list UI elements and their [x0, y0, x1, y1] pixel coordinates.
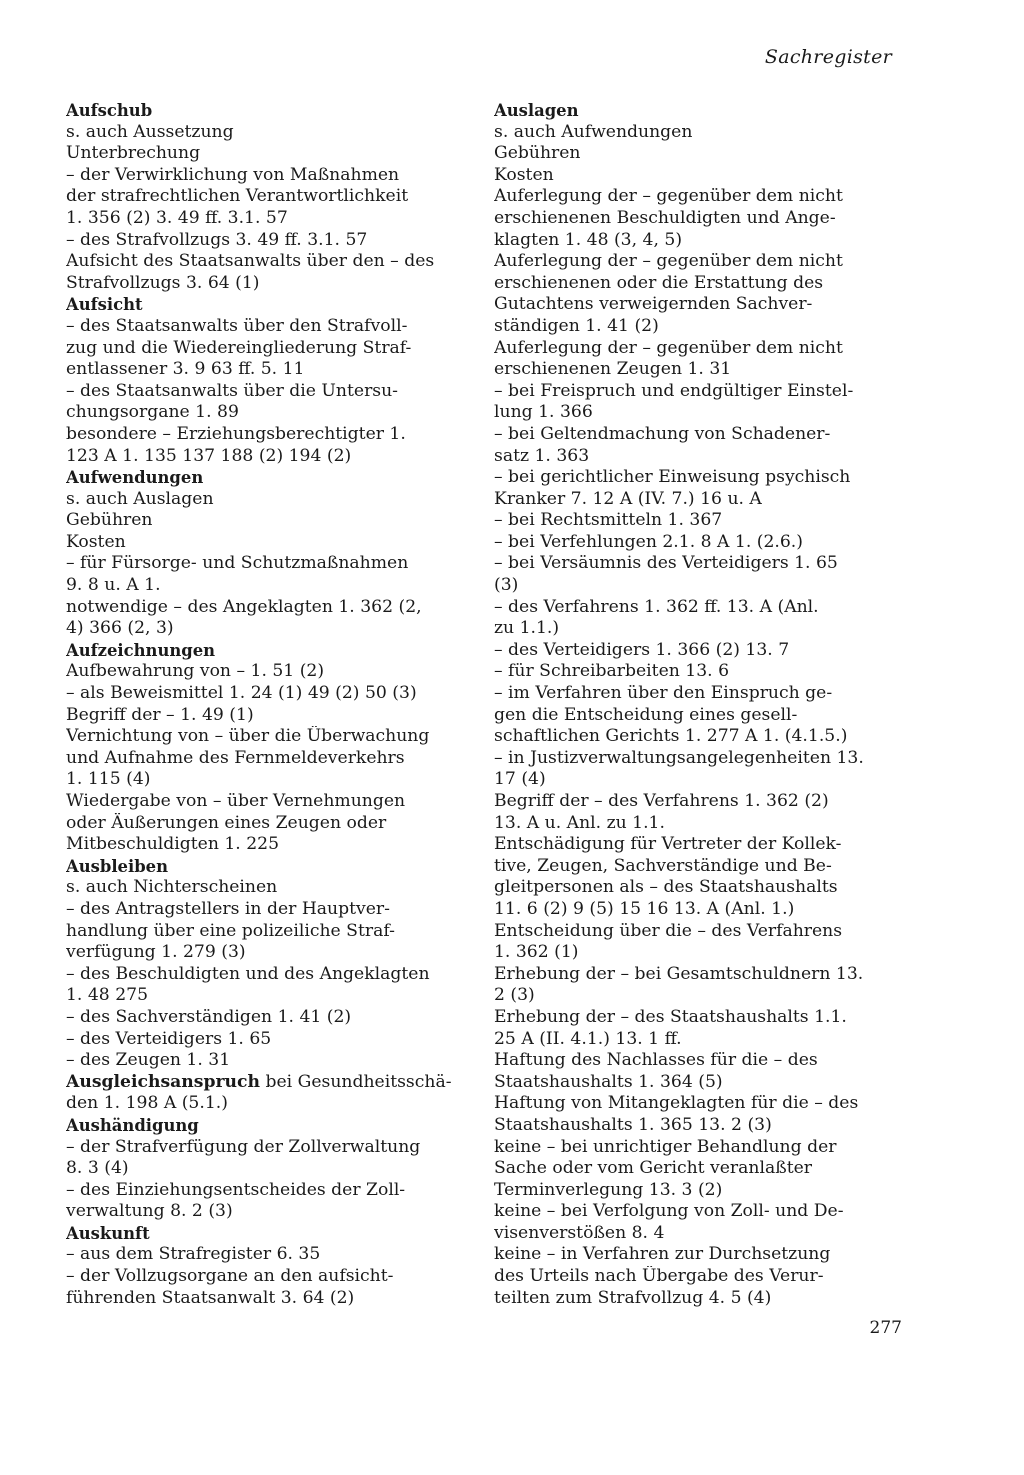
index-line: – des Beschuldigten und des Angeklagten	[66, 963, 430, 984]
index-line: Staatshaushalts 1. 364 (5)	[494, 1071, 723, 1092]
index-line: – des Strafvollzugs 3. 49 ff. 3.1. 57	[66, 229, 368, 250]
index-line: visenverstößen 8. 4	[494, 1222, 665, 1243]
index-line: – bei Geltendmachung von Schadener-	[494, 423, 831, 444]
index-line: 2 (3)	[494, 985, 535, 1006]
index-line: s. auch Aussetzung	[66, 121, 234, 142]
index-line: – der Strafverfügung der Zollverwaltung	[66, 1136, 421, 1157]
index-line: Gebühren	[494, 143, 581, 164]
index-line: entlassener 3. 9 63 ff. 5. 11	[66, 359, 305, 380]
index-line: Haftung des Nachlasses für die – des	[494, 1050, 818, 1071]
index-line: Begriff der – 1. 49 (1)	[66, 704, 254, 725]
index-line: keine – bei unrichtiger Behandlung der	[494, 1136, 837, 1157]
index-line-rest: bei Gesundheitsschä-	[260, 1071, 452, 1092]
index-line: klagten 1. 48 (3, 4, 5)	[494, 229, 683, 250]
index-heading: Aufschub	[66, 101, 153, 120]
index-line: 11. 6 (2) 9 (5) 15 16 13. A (Anl. 1.)	[494, 898, 795, 919]
index-line: s. auch Auslagen	[66, 488, 214, 509]
running-header: Sachregister	[764, 46, 892, 68]
index-line: zu 1.1.)	[494, 618, 560, 639]
index-line: Erhebung der – des Staatshaushalts 1.1.	[494, 1006, 847, 1027]
index-line: den 1. 198 A (5.1.)	[66, 1093, 228, 1114]
index-line: 25 A (II. 4.1.) 13. 1 ff.	[494, 1028, 682, 1049]
index-line: Strafvollzugs 3. 64 (1)	[66, 272, 260, 293]
index-line: und Aufnahme des Fernmeldeverkehrs	[66, 747, 405, 768]
index-heading: Auskunft	[66, 1223, 150, 1243]
index-line: – des Verfahrens 1. 362 ff. 13. A (Anl.	[494, 596, 819, 617]
index-line: 17 (4)	[494, 769, 546, 790]
index-line: – in Justizverwaltungsangelegenheiten 13.	[494, 747, 864, 768]
index-heading: Ausbleiben	[66, 856, 169, 876]
index-line: – des Einziehungsentscheides der Zoll-	[66, 1179, 406, 1200]
index-line: Mitbeschuldigten 1. 225	[66, 834, 280, 855]
index-line: – bei Versäumnis des Verteidigers 1. 65	[494, 553, 838, 574]
index-line: s. auch Aufwendungen	[494, 121, 693, 142]
index-line: 123 A 1. 135 137 188 (2) 194 (2)	[66, 445, 352, 466]
index-line: Kosten	[66, 531, 126, 552]
index-heading-inline: Ausgleichsanspruch	[66, 1071, 260, 1092]
index-line: verwaltung 8. 2 (3)	[66, 1201, 233, 1222]
index-line: 13. A u. Anl. zu 1.1.	[494, 812, 665, 833]
index-line: – des Verteidigers 1. 366 (2) 13. 7	[494, 639, 790, 660]
index-line: Entscheidung über die – des Verfahrens	[494, 920, 843, 941]
index-line: – bei Freispruch und endgültiger Einstel-	[494, 380, 854, 401]
index-line: ständigen 1. 41 (2)	[494, 315, 659, 336]
index-line: Vernichtung von – über die Überwachung	[66, 726, 430, 747]
index-line: 9. 8 u. A 1.	[66, 575, 161, 596]
index-heading: Aufzeichnungen	[66, 640, 216, 660]
index-heading: Aufwendungen	[66, 468, 204, 488]
index-line: erschienenen oder die Erstattung des	[494, 272, 824, 293]
index-line: verfügung 1. 279 (3)	[66, 942, 246, 963]
index-line: tive, Zeugen, Sachverständige und Be-	[494, 855, 832, 876]
index-line: der strafrechtlichen Verantwortlichkeit	[66, 186, 409, 207]
index-line: – im Verfahren über den Einspruch ge-	[494, 683, 833, 704]
index-line: 1. 362 (1)	[494, 942, 579, 963]
index-line: zug und die Wiedereingliederung Straf-	[66, 337, 412, 358]
index-line	[66, 1072, 484, 1094]
index-column-right	[494, 100, 904, 1309]
index-line: Aufsicht des Staatsanwalts über den – des	[66, 251, 435, 272]
index-line: 1. 115 (4)	[66, 769, 151, 790]
index-line: führenden Staatsanwalt 3. 64 (2)	[66, 1287, 355, 1308]
index-line: Terminverlegung 13. 3 (2)	[494, 1179, 723, 1200]
index-line: Begriff der – des Verfahrens 1. 362 (2)	[494, 791, 829, 811]
page-number: 277	[869, 1318, 902, 1338]
index-line: teilten zum Strafvollzug 4. 5 (4)	[494, 1287, 772, 1308]
index-line: Gebühren	[66, 510, 153, 531]
index-line: Sache oder vom Gericht veranlaßter	[494, 1158, 812, 1179]
index-line: notwendige – des Angeklagten 1. 362 (2,	[66, 596, 422, 617]
index-line: Gutachtens verweigernden Sachver-	[494, 294, 813, 315]
index-line: chungsorgane 1. 89	[66, 402, 239, 423]
index-line: satz 1. 363	[494, 445, 590, 466]
index-line: Haftung von Mitangeklagten für die – des	[494, 1093, 859, 1114]
index-line: 1. 356 (2) 3. 49 ff. 3.1. 57	[66, 207, 288, 228]
index-line: gen die Entscheidung eines gesell-	[494, 704, 798, 725]
index-line: handlung über eine polizeiliche Straf-	[66, 920, 395, 941]
index-line: – als Beweismittel 1. 24 (1) 49 (2) 50 (3)	[66, 683, 417, 704]
index-line: – des Antragstellers in der Hauptver-	[66, 898, 390, 919]
index-line: Kosten	[494, 164, 554, 185]
index-line: keine – bei Verfolgung von Zoll- und De-	[494, 1201, 844, 1222]
index-heading: Auslagen	[494, 101, 579, 120]
index-line: – des Staatsanwalts über die Untersu-	[66, 380, 398, 401]
index-line: – bei Verfehlungen 2.1. 8 A 1. (2.6.)	[494, 531, 803, 552]
index-heading: Aufsicht	[66, 295, 143, 315]
index-line: 8. 3 (4)	[66, 1158, 129, 1179]
index-line: – für Fürsorge- und Schutzmaßnahmen	[66, 553, 409, 574]
index-line: – bei gerichtlicher Einweisung psychisch	[494, 467, 851, 488]
index-line: – des Verteidigers 1. 65	[66, 1028, 272, 1049]
index-line: Kranker 7. 12 A (IV. 7.) 16 u. A	[494, 488, 762, 509]
index-line: gleitpersonen als – des Staatshaushalts	[494, 877, 838, 898]
index-line: – des Zeugen 1. 31	[66, 1050, 231, 1071]
index-line: – des Sachverständigen 1. 41 (2)	[66, 1006, 352, 1027]
index-line: Aufbewahrung von – 1. 51 (2)	[66, 661, 325, 682]
index-line: Unterbrechung	[66, 143, 201, 164]
index-line: (3)	[494, 575, 519, 596]
index-line: 4) 366 (2, 3)	[66, 618, 174, 639]
index-line: erschienenen Beschuldigten und Ange-	[494, 207, 836, 228]
index-line: Erhebung der – bei Gesamtschuldnern 13.	[494, 963, 864, 984]
index-line: Wiedergabe von – über Vernehmungen	[66, 791, 406, 811]
index-line: – der Verwirklichung von Maßnahmen	[66, 164, 400, 185]
index-heading: Aushändigung	[66, 1115, 199, 1135]
index-line: Auferlegung der – gegenüber dem nicht	[494, 251, 843, 272]
index-line: – der Vollzugsorgane an den aufsicht-	[66, 1266, 394, 1287]
index-line: oder Äußerungen eines Zeugen oder	[66, 812, 387, 833]
index-line: besondere – Erziehungsberechtigter 1.	[66, 423, 406, 444]
index-line: s. auch Nichterscheinen	[66, 877, 278, 898]
index-line: – des Staatsanwalts über den Strafvoll-	[66, 315, 408, 336]
index-line: erschienenen Zeugen 1. 31	[494, 359, 732, 380]
index-line: – aus dem Strafregister 6. 35	[66, 1244, 321, 1265]
index-line: keine – in Verfahren zur Durchsetzung	[494, 1244, 831, 1265]
index-line: Staatshaushalts 1. 365 13. 2 (3)	[494, 1114, 772, 1135]
index-line: des Urteils nach Übergabe des Verur-	[494, 1266, 824, 1287]
index-line: – für Schreibarbeiten 13. 6	[494, 661, 730, 682]
index-line: 1. 48 275	[66, 985, 149, 1006]
index-line: schaftlichen Gerichts 1. 277 A 1. (4.1.5.)	[494, 726, 848, 747]
index-line: – bei Rechtsmitteln 1. 367	[494, 510, 723, 531]
index-column-left	[66, 100, 484, 1309]
index-line: Entschädigung für Vertreter der Kollek-	[494, 834, 842, 855]
index-line: lung 1. 366	[494, 402, 593, 423]
index-line: Auferlegung der – gegenüber dem nicht	[494, 186, 843, 207]
index-line: Auferlegung der – gegenüber dem nicht	[494, 337, 843, 358]
